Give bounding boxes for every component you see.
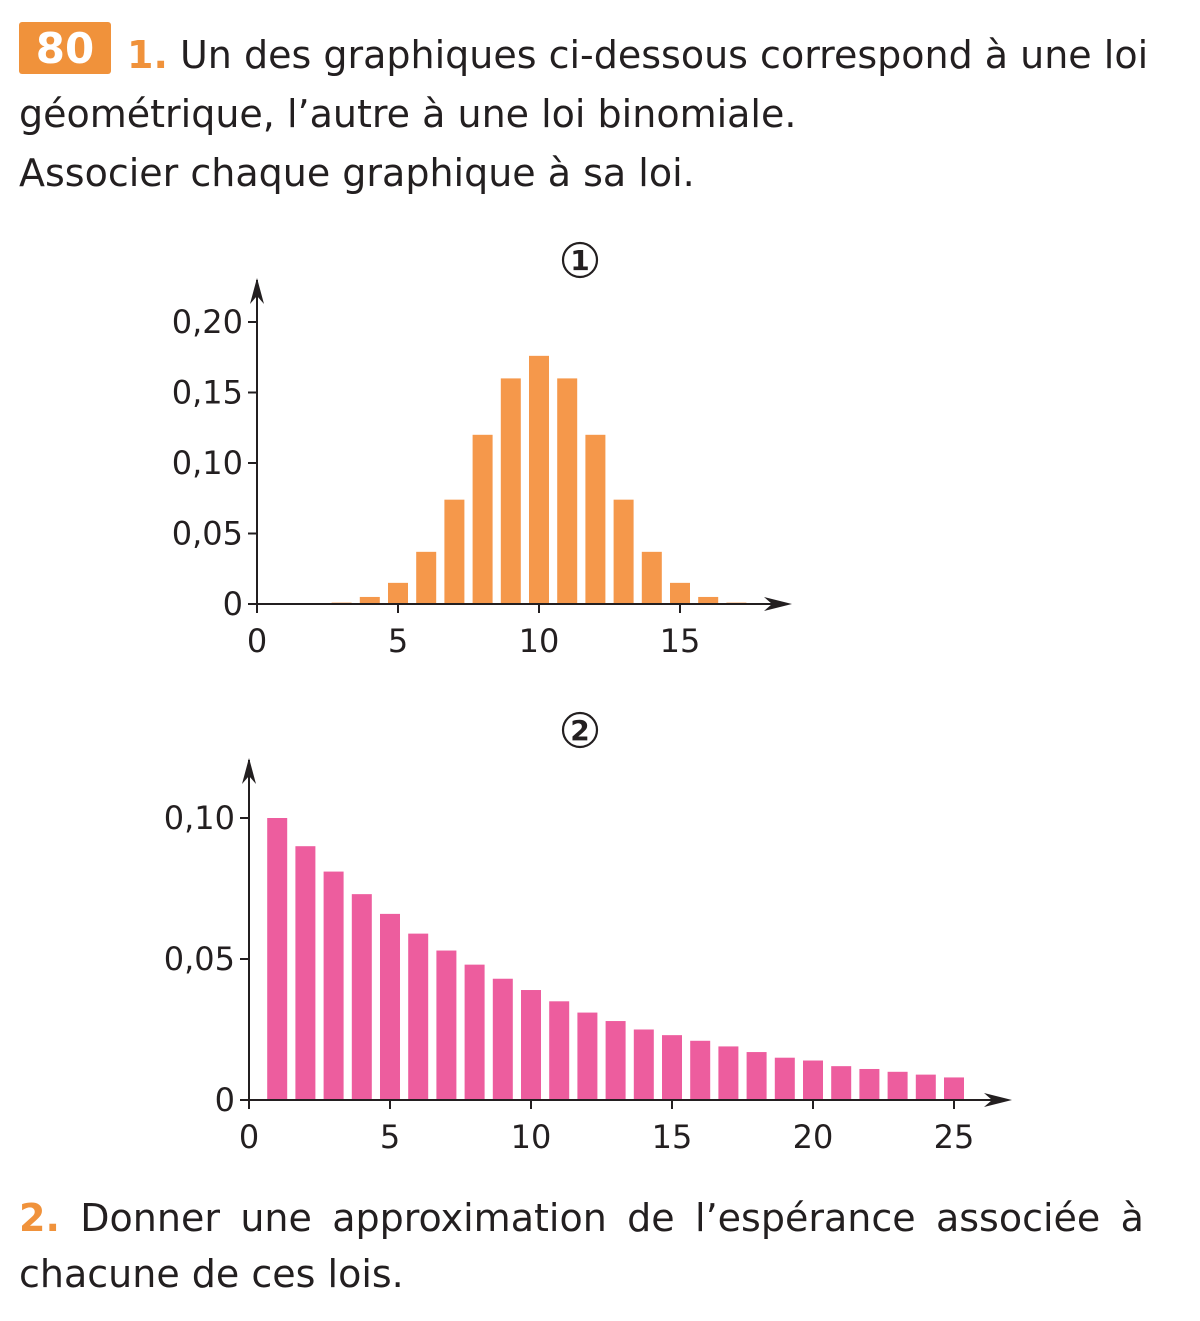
chart2-bar-11 (549, 1001, 569, 1100)
chart2-bar-15 (662, 1035, 682, 1100)
chart1-ytick-label-2: 0,10 (171, 444, 243, 482)
question-1-number: 1. (127, 33, 168, 77)
chart1-bar-8 (473, 435, 493, 604)
chart2-bar-19 (775, 1058, 795, 1100)
question-2-number: 2. (19, 1196, 60, 1240)
chart1-bar-6 (416, 552, 436, 604)
chart2-bar-4 (352, 894, 372, 1100)
question-2 (19, 1190, 1144, 1302)
chart2-bar-5 (380, 914, 400, 1100)
chart2-xtick-label-2: 10 (510, 1118, 552, 1156)
chart2-bar-17 (718, 1046, 738, 1100)
chart2-bar-23 (888, 1072, 908, 1100)
chart2-bar-16 (690, 1041, 710, 1100)
chart1-bar-4 (360, 597, 380, 604)
chart2-xtick-label-1: 5 (379, 1118, 401, 1156)
chart2-bar-2 (295, 846, 315, 1100)
chart2-bar-14 (634, 1030, 654, 1101)
chart1-xtick-label-2: 10 (518, 622, 560, 660)
question-1-line1: Un des graphiques ci-dessous correspond à une loi (179, 33, 1149, 77)
chart1-bar-16 (698, 597, 718, 604)
question-1-line3: Associer chaque graphique à sa loi. (19, 151, 695, 195)
chart1-bar-11 (557, 378, 577, 604)
chart1-bar-14 (642, 552, 662, 604)
chart2-bar-24 (916, 1075, 936, 1100)
chart1-xtick-label-1: 5 (387, 622, 409, 660)
chart1-bar-5 (388, 583, 408, 604)
chart2-xtick-label-4: 20 (792, 1118, 834, 1156)
chart2-xtick-label-5: 25 (933, 1118, 975, 1156)
chart2-xtick-label-0: 0 (238, 1118, 260, 1156)
exercise-number-badge: 80 (19, 22, 111, 74)
chart2-bar-7 (436, 951, 456, 1100)
chart2-bar-12 (577, 1013, 597, 1100)
chart1-ytick-label-3: 0,15 (171, 373, 243, 412)
chart-1-binomial (0, 220, 1200, 680)
chart2-ytick-label-2: 0,10 (163, 799, 235, 837)
chart-2-geometric (0, 700, 1200, 1170)
chart2-bar-25 (944, 1077, 964, 1100)
chart2-bar-6 (408, 934, 428, 1100)
question-1-line2: géométrique, l’autre à une loi binomiale. (19, 92, 797, 136)
chart2-bar-9 (493, 979, 513, 1100)
question-1 (19, 26, 1179, 203)
chart1-bar-12 (585, 435, 605, 604)
chart1-bar-13 (614, 500, 634, 604)
chart2-bar-22 (859, 1069, 879, 1100)
chart2-label: 2 (570, 714, 590, 747)
chart1-ytick-label-0: 0 (222, 585, 243, 623)
chart2-bar-1 (267, 818, 287, 1100)
chart1-xtick-label-3: 15 (659, 622, 701, 660)
chart1-bar-7 (444, 500, 464, 604)
chart2-bar-20 (803, 1061, 823, 1100)
chart2-bar-13 (606, 1021, 626, 1100)
chart2-bar-18 (747, 1052, 767, 1100)
chart1-bar-9 (501, 378, 521, 604)
chart2-xtick-label-3: 15 (651, 1118, 693, 1156)
chart1-xtick-label-0: 0 (246, 622, 268, 660)
chart2-bar-21 (831, 1066, 851, 1100)
chart1-ytick-label-4: 0,20 (171, 303, 243, 341)
chart1-bar-10 (529, 356, 549, 604)
chart2-bar-10 (521, 990, 541, 1100)
chart2-bar-3 (324, 872, 344, 1100)
chart2-ytick-label-1: 0,05 (163, 940, 235, 978)
chart1-bar-15 (670, 583, 690, 604)
question-2-text: Donner une approximation de l’espérance associée à chacune de ces lois. (19, 1196, 1144, 1296)
chart1-label: 1 (570, 244, 590, 277)
chart2-bar-8 (465, 965, 485, 1100)
chart2-ytick-label-0: 0 (214, 1081, 235, 1119)
chart1-ytick-label-1: 0,05 (171, 514, 243, 553)
